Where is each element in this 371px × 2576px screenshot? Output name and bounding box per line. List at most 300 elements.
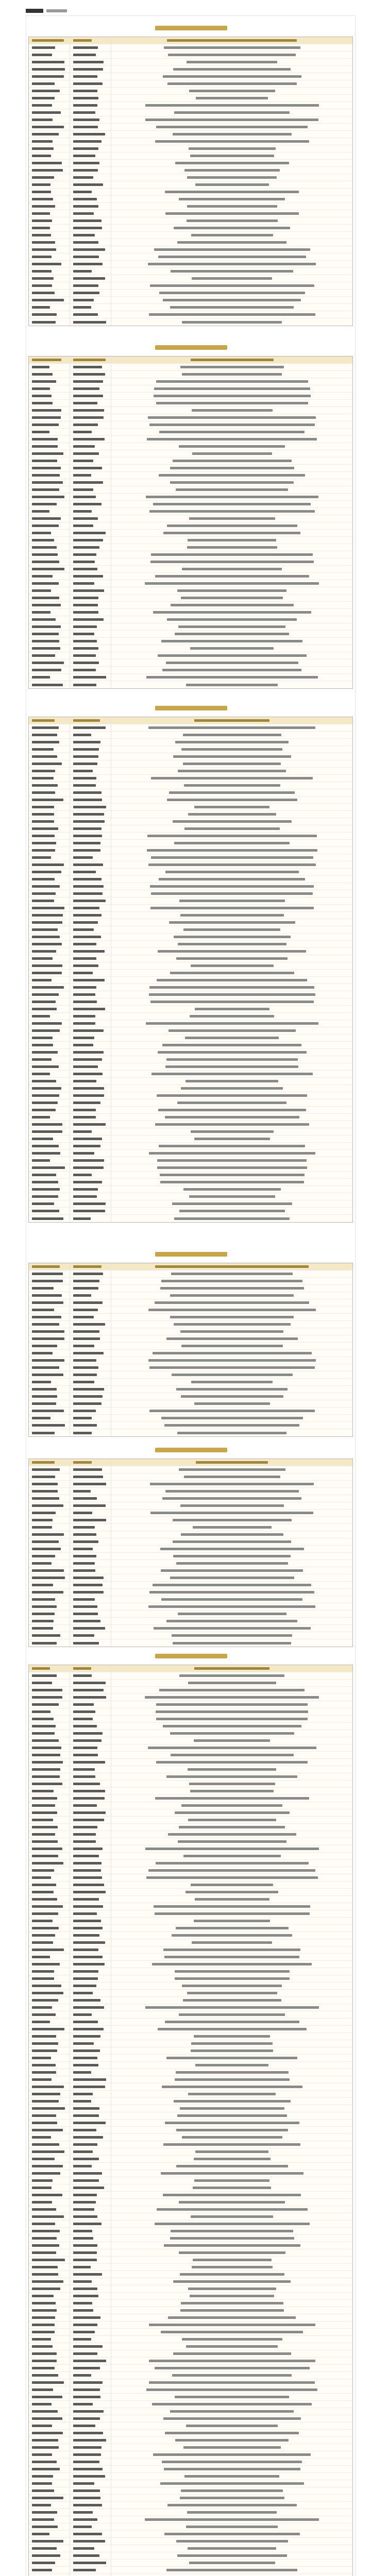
table-cell [70,2538,111,2545]
table-header-row [29,37,352,44]
table-cell [70,407,111,414]
table-row [29,2026,352,2033]
text-placeholder [145,582,319,585]
table-cell [29,138,70,145]
table-cell [70,789,111,796]
table-cell [70,1013,111,1020]
table-cell [70,131,111,138]
text-placeholder [73,1159,104,1162]
table-cell [70,551,111,558]
text-placeholder [188,1768,276,1771]
text-placeholder [73,169,98,172]
text-placeholder [73,1029,104,1032]
text-placeholder [194,1920,270,1922]
text-placeholder [181,2489,283,2492]
text-placeholder [73,1109,96,1111]
table-cell [29,1371,70,1378]
table-cell [70,1809,111,1816]
text-placeholder [32,2013,56,2016]
table-row [29,2466,352,2473]
table-cell [29,88,70,94]
table-row [29,2560,352,2567]
table-cell [70,1099,111,1106]
table-cell [70,282,111,289]
text-placeholder [73,964,98,967]
text-placeholder [73,452,99,455]
table-cell [29,984,70,991]
table-cell [29,1903,70,1910]
table-cell [111,970,352,976]
text-placeholder [150,907,314,909]
text-placeholder [32,1912,58,1915]
table-row [29,1611,352,1618]
table-cell [70,2422,111,2429]
table-cell [70,152,111,159]
text-placeholder [32,2280,63,2283]
table-row [29,1838,352,1845]
text-placeholder [190,1790,274,1792]
table-cell [111,580,352,587]
text-placeholder [32,2533,49,2535]
text-placeholder [170,1294,294,1297]
text-placeholder [32,284,52,287]
table-cell [70,1314,111,1320]
table-cell [111,2083,352,2090]
table-cell [70,587,111,594]
table-row [29,2293,352,2300]
table-row [29,400,352,407]
text-placeholder [32,604,61,606]
table-cell [111,1364,352,1371]
table-cell [111,2213,352,2220]
table-cell [70,1632,111,1639]
text-placeholder [161,1280,302,1282]
text-placeholder [73,1985,96,1987]
table-cell [111,1400,352,1407]
text-placeholder [73,1294,91,1297]
text-placeholder [164,2244,300,2247]
table-row [29,1867,352,1874]
table-row [29,732,352,739]
text-placeholder [73,1905,103,1908]
table-row [29,2019,352,2026]
text-placeholder [173,820,292,823]
table-cell [70,941,111,947]
text-placeholder [32,1696,62,1699]
table-cell [70,1063,111,1070]
table-cell [70,1968,111,1975]
table-cell [29,2213,70,2220]
text-placeholder [73,1280,99,1282]
text-placeholder [182,321,282,324]
table-cell [29,443,70,450]
table-cell [70,1056,111,1063]
table-cell [111,2264,352,2270]
table-row [29,2495,352,2502]
table-cell [70,1200,111,1207]
text-placeholder [174,1217,290,1220]
table-cell [111,1665,352,1672]
text-placeholder [179,445,285,448]
table-row [29,1853,352,1860]
table-row [29,1531,352,1538]
table-cell [111,941,352,947]
text-placeholder [32,1548,61,1550]
text-placeholder [73,2381,103,2384]
table-row [29,52,352,59]
table-row [29,1990,352,1997]
table-cell [70,2567,111,2573]
text-placeholder [73,2057,97,2059]
table-cell [111,1415,352,1421]
table-cell [29,2466,70,2472]
table-cell [70,472,111,479]
table-row [29,1773,352,1781]
table-row [29,261,352,268]
table-cell [70,2473,111,2480]
table-row [29,174,352,181]
text-placeholder [165,871,299,873]
table-row [29,2062,352,2069]
table-cell [111,558,352,565]
table-cell [29,297,70,303]
table-cell [70,1567,111,1574]
table-row [29,1788,352,1795]
table-cell [70,1589,111,1596]
table-cell [111,522,352,529]
table-cell [29,2430,70,2436]
text-placeholder [179,2251,285,2254]
text-placeholder [145,1848,319,1850]
table-cell [111,2120,352,2126]
text-placeholder [73,741,100,743]
table-row [29,623,352,631]
text-placeholder [32,395,52,397]
table-row [29,645,352,652]
table-cell [111,1307,352,1313]
table-row [29,66,352,73]
table-row [29,275,352,282]
table-cell [111,2156,352,2162]
table-row [29,421,352,429]
text-placeholder [73,191,92,193]
table-cell [70,385,111,392]
table-cell [29,1013,70,1020]
text-placeholder [181,2302,283,2304]
text-placeholder [73,950,105,953]
table-header-row [29,1263,352,1270]
text-placeholder [32,842,56,844]
text-placeholder [73,791,102,794]
table-cell [29,2422,70,2429]
text-placeholder [73,1667,91,1670]
table-cell [70,88,111,94]
text-placeholder [73,2093,93,2095]
table-cell [29,232,70,239]
table-row [29,297,352,304]
text-placeholder [73,1410,96,1412]
table-cell [29,2473,70,2480]
text-placeholder [155,1912,310,1915]
table-cell [111,2314,352,2321]
table-cell [29,414,70,421]
text-placeholder [73,1941,105,1944]
text-placeholder [73,1855,99,1857]
text-placeholder [73,1891,106,1893]
text-placeholder [147,835,317,837]
text-placeholder [175,1811,290,1814]
text-placeholder [73,1123,106,1126]
table-cell [70,1006,111,1012]
table-row [29,1328,352,1335]
table-cell [70,1788,111,1794]
text-placeholder [73,1210,105,1212]
table-cell [111,2502,352,2509]
text-placeholder [32,1519,53,1521]
table-cell [111,2372,352,2379]
text-placeholder [178,1613,286,1615]
text-placeholder [32,827,58,830]
table-cell [29,1867,70,1874]
text-placeholder [162,669,301,671]
text-placeholder [73,532,106,534]
table-cell [111,1422,352,1429]
text-placeholder [32,82,55,85]
text-placeholder [32,54,52,56]
text-placeholder [73,467,102,469]
text-placeholder [173,1642,291,1645]
text-placeholder [32,2554,60,2557]
table-cell [70,494,111,500]
table-cell [70,1766,111,1773]
text-placeholder [73,784,96,787]
table-cell [29,1285,70,1292]
text-placeholder [73,1562,95,1565]
table-cell [70,1157,111,1164]
table-cell [70,2235,111,2242]
table-cell [111,1723,352,1730]
table-cell [29,1114,70,1121]
text-placeholder [73,2114,99,2117]
table-cell [111,1157,352,1164]
table-row [29,970,352,977]
text-placeholder [73,1718,93,1720]
table-cell [111,1027,352,1034]
text-placeholder [32,1402,56,1405]
table-cell [29,522,70,529]
text-placeholder [189,1195,275,1198]
table-row [29,1625,352,1632]
table-cell [29,2509,70,2516]
text-placeholder [171,1273,293,1275]
table-cell [29,2047,70,2054]
text-placeholder [73,2540,105,2543]
table-cell [70,1285,111,1292]
table-cell [111,2408,352,2415]
text-placeholder [32,1533,64,1536]
table-cell [70,1716,111,1722]
table-header-row [29,357,352,364]
text-placeholder [165,2122,299,2124]
text-placeholder [32,1330,64,1333]
text-placeholder [32,907,64,909]
text-placeholder [32,263,61,265]
table-row [29,1502,352,1510]
text-placeholder [73,133,105,135]
table-cell [29,2343,70,2350]
table-cell [70,1982,111,1989]
table-cell [29,2192,70,2198]
text-placeholder [73,1015,95,1018]
text-placeholder [32,900,54,902]
text-placeholder [194,2179,269,2182]
text-placeholder [32,748,54,751]
table-cell [111,1056,352,1063]
text-placeholder [190,155,274,157]
table-cell [70,429,111,435]
text-placeholder [186,2526,278,2528]
table-row [29,1766,352,1773]
table-cell [29,551,70,558]
table-cell [70,818,111,825]
text-placeholder [32,2432,63,2434]
text-placeholder [73,313,98,316]
text-placeholder [73,205,98,208]
text-placeholder [168,1029,296,1032]
table-cell [70,2206,111,2213]
table-cell [111,80,352,87]
text-placeholder [73,1512,92,1514]
table-cell [29,739,70,745]
text-placeholder [149,2324,315,2326]
table-cell [29,37,70,44]
text-placeholder [73,799,102,801]
table-cell [29,1708,70,1715]
text-placeholder [32,1345,57,1347]
table-cell [111,1006,352,1012]
text-placeholder [32,532,51,534]
table-cell [70,1400,111,1407]
text-placeholder [73,39,92,42]
text-placeholder [32,1891,54,1893]
text-placeholder [73,1876,102,1879]
table-cell [29,1730,70,1737]
table-cell [111,811,352,818]
text-placeholder [32,1152,60,1155]
text-placeholder [32,1188,60,1191]
table-cell [29,1975,70,1982]
text-placeholder [162,2086,302,2088]
text-placeholder [32,2042,58,2045]
text-placeholder [175,2439,289,2442]
table-cell [70,746,111,753]
table-cell [29,2451,70,2458]
text-placeholder [191,1381,273,1383]
text-placeholder [73,813,104,816]
table-cell [70,2264,111,2270]
text-placeholder [182,2338,282,2341]
table-cell [111,955,352,962]
table-row [29,840,352,847]
text-placeholder [73,284,98,287]
table-cell [111,2257,352,2263]
table-row [29,739,352,746]
table-cell [70,2343,111,2350]
table-cell [29,1085,70,1092]
table-cell [111,890,352,897]
text-placeholder [32,380,56,383]
table-cell [70,616,111,623]
table-cell [111,472,352,479]
text-placeholder [73,61,104,63]
table-row [29,1538,352,1546]
table-cell [111,2293,352,2299]
text-placeholder [73,1862,102,1865]
table-row [29,998,352,1006]
table-cell [29,1723,70,1730]
table-cell [29,623,70,630]
text-placeholder [32,2518,54,2521]
table-row [29,2451,352,2459]
table-cell [29,1990,70,1996]
text-placeholder [180,2309,284,2312]
table-row [29,2408,352,2415]
text-placeholder [32,104,52,107]
table-cell [111,1136,352,1142]
table-cell [70,2401,111,2408]
table-cell [29,1845,70,1852]
table-cell [29,861,70,868]
table-row [29,753,352,760]
text-placeholder [73,654,96,657]
table-cell [111,1701,352,1708]
table-cell [29,479,70,486]
table-cell [111,436,352,443]
table-cell [70,290,111,296]
text-placeholder [148,863,316,866]
table-row [29,1143,352,1150]
table-row [29,1939,352,1946]
text-placeholder [32,1855,58,1857]
table-cell [29,131,70,138]
table-cell [29,2552,70,2559]
text-placeholder [73,575,103,578]
table-cell [29,1968,70,1975]
table-row [29,246,352,253]
text-placeholder [73,118,99,121]
text-placeholder [73,2129,96,2131]
table-row [29,304,352,311]
text-placeholder [156,1718,308,1720]
text-placeholder [194,2158,271,2160]
table-placeholder [28,37,353,326]
text-placeholder [73,1768,95,1771]
text-placeholder [73,2028,104,2030]
text-placeholder [148,1869,315,1872]
text-placeholder [32,993,59,996]
text-placeholder [160,1287,304,1290]
text-placeholder [175,162,289,164]
text-placeholder [32,75,64,78]
table-cell [111,609,352,616]
text-placeholder [32,517,61,520]
text-placeholder [32,791,55,794]
table-row [29,1781,352,1788]
text-placeholder [32,2345,53,2348]
table-cell [111,1896,352,1903]
table-cell [111,145,352,152]
text-placeholder [32,176,54,179]
